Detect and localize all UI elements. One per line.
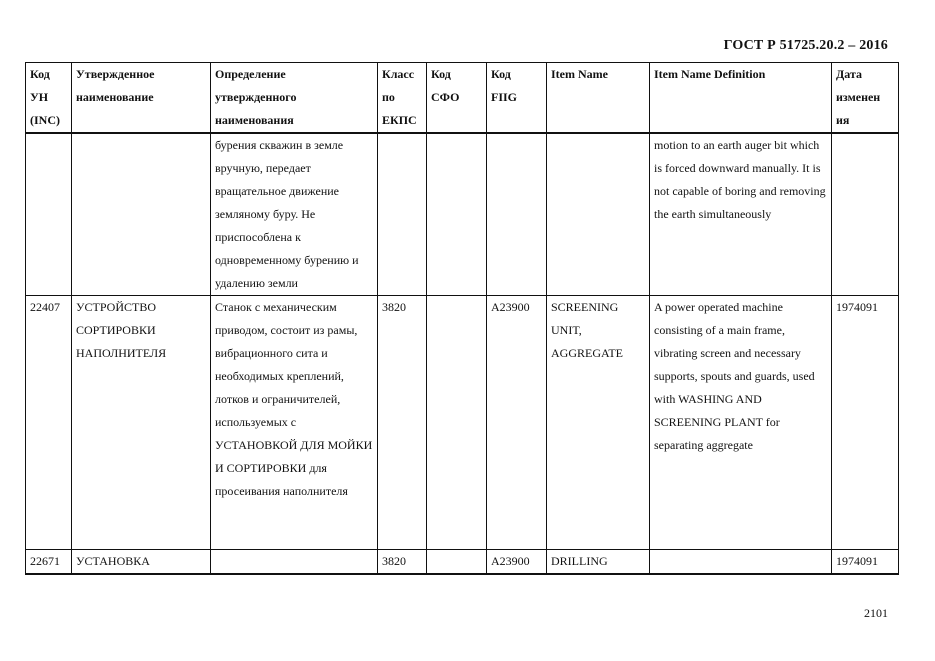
table-row — [26, 550, 899, 575]
column-header-change-date: Дата изменен ия — [832, 63, 899, 134]
table-header-row — [26, 63, 899, 134]
cell-sfo — [427, 133, 487, 296]
classification-table — [25, 62, 899, 575]
cell-item-definition: A power operated machine consisting of a main frame, vibrating screen and necessary supports, spouts and guards, used with WASHING AND SCREENING PLANT for separating aggregate — [650, 296, 832, 550]
column-header-class: Класс по ЕКПС — [378, 63, 427, 134]
cell-sfo — [427, 296, 487, 550]
cell-class — [378, 133, 427, 296]
column-header-definition: Определение утвержденного наименования — [211, 63, 378, 134]
cell-inc: 22407 — [26, 296, 72, 550]
cell-item-definition: motion to an earth auger bit which is forced downward manually. It is not capable of boring and removing the earth simultaneously — [650, 133, 832, 296]
document-standard-header: ГОСТ Р 51725.20.2 – 2016 — [723, 38, 888, 53]
cell-change-date — [832, 133, 899, 296]
column-header-item-name: Item Name — [547, 63, 650, 134]
column-header-fiig: Код FIIG — [487, 63, 547, 134]
cell-item-name: SCREENING UNIT, AGGREGATE — [547, 296, 650, 550]
table-row — [26, 296, 899, 550]
cell-definition-ru: бурения скважин в земле вручную, передает вращательное движение земляному буру. Не приспособлена к одновременному бурению и удалению земли — [211, 133, 378, 296]
cell-approved-name: УСТАНОВКА — [72, 550, 211, 575]
cell-item-definition — [650, 550, 832, 575]
cell-change-date: 1974091 — [832, 296, 899, 550]
cell-definition-ru: Станок с механическим приводом, состоит из рамы, вибрационного сита и необходимых креплений, лотков и ограничителей, используемых с УСТАНОВКОЙ ДЛЯ МОЙКИ И СОРТИРОВКИ для просеивания наполнителя — [211, 296, 378, 550]
column-header-sfo: Код СФО — [427, 63, 487, 134]
cell-fiig: A23900 — [487, 550, 547, 575]
column-header-inc: Код УН (INC) — [26, 63, 72, 134]
cell-fiig — [487, 133, 547, 296]
cell-approved-name: УСТРОЙСТВО СОРТИРОВКИ НАПОЛНИТЕЛЯ — [72, 296, 211, 550]
cell-inc — [26, 133, 72, 296]
cell-class: 3820 — [378, 296, 427, 550]
column-header-item-name-definition: Item Name Definition — [650, 63, 832, 134]
cell-change-date: 1974091 — [832, 550, 899, 575]
page-number: 2101 — [864, 606, 888, 620]
table-row — [26, 133, 899, 296]
cell-definition-ru — [211, 550, 378, 575]
cell-inc: 22671 — [26, 550, 72, 575]
cell-item-name: DRILLING — [547, 550, 650, 575]
cell-approved-name — [72, 133, 211, 296]
cell-class: 3820 — [378, 550, 427, 575]
cell-sfo — [427, 550, 487, 575]
cell-fiig: A23900 — [487, 296, 547, 550]
column-header-approved-name: Утвержденное наименование — [72, 63, 211, 134]
cell-item-name — [547, 133, 650, 296]
